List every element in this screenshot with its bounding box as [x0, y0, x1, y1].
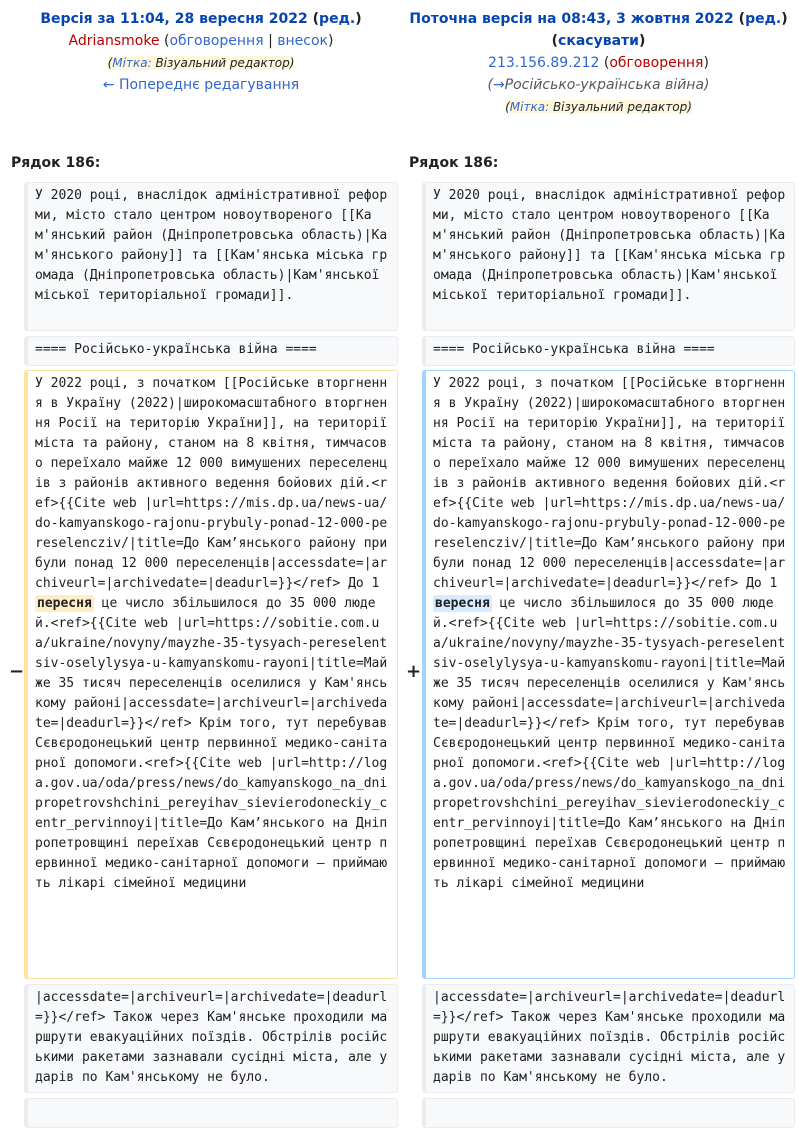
tag-name: Візуальний редактор	[552, 100, 688, 114]
diff-context-right: ==== Російсько-українська війна ====	[422, 336, 795, 366]
new-revision-title-line: Поточна версія на 08:43, 3 жовтня 2022 (ред.) (скасувати)	[409, 11, 788, 49]
tag-name: Візуальний редактор	[155, 56, 290, 70]
new-revision-edit-link[interactable]: ред.	[745, 11, 782, 27]
removed-line-marker: −	[9, 661, 25, 682]
new-revision-tags: (Мітка: Візуальний редактор)	[505, 100, 692, 114]
unchanged-text: У 2022 році, з початком [[Російське вторгнення в Україну (2022)|широкомасштабного вторгнення Росії на територію України]], на території міста та району, станом на 8 квітня, тимчасово переїхало майже 12 000 вимушених переселенців з районів активного ведення бойових дій.<ref>{{Cite web |url=https://mis.dp.ua/news-ua/do-kamyanskogo-rajonu-prybuly-ponad-12-000-pereselencziv/|title=До Кам’янського району прибули понад 12 000 переселенців|accessdate=|archiveurl=|archivedate=|deadurl=}}</ref> До 1	[35, 376, 396, 591]
user-links-separator: |	[268, 33, 273, 49]
new-revision-user-link[interactable]: 213.156.89.212	[488, 55, 600, 71]
new-revision-talk-link[interactable]: обговорення	[609, 55, 704, 71]
prev-edit-link[interactable]: ← Попереднє редагування	[102, 77, 300, 93]
old-revision-edit-link[interactable]: ред.	[319, 11, 356, 27]
edit-summary: (→Російсько-українська війна)	[487, 77, 710, 93]
section-link[interactable]: →	[492, 77, 505, 93]
added-line-marker: +	[406, 661, 422, 682]
tags-link[interactable]: Мітка:	[112, 56, 152, 70]
old-revision-title-line: Версія за 11:04, 28 вересня 2022 (ред.)	[40, 11, 362, 27]
old-revision-talk-link[interactable]: обговорення	[169, 33, 264, 49]
removed-word: пересня	[37, 596, 92, 611]
added-word: вересня	[435, 596, 490, 611]
diff-context-right	[422, 1098, 795, 1128]
section-name: Російсько-українська війна	[504, 77, 705, 93]
old-revision-link[interactable]: Версія за 11:04, 28 вересня 2022	[40, 11, 308, 27]
old-revision-user-link[interactable]: Adriansmoke	[68, 33, 160, 49]
diff-context-left: ==== Російсько-українська війна ====	[24, 336, 398, 366]
left-line-number: Рядок 186:	[11, 155, 101, 171]
prev-edit-line	[4, 74, 398, 96]
diff-context-right: У 2020 році, внаслідок адміністративної реформи, місто стало центром новоутвореного [[Кам'янський район (Дніпропетровська область)|Кам'янського району]] та [[Кам'янська міська громада (Дніпропетровська область)|Кам'янської міської територіальної громади]].	[422, 182, 795, 331]
new-revision-user-line: 213.156.89.212 (обговорення)	[488, 55, 709, 71]
unchanged-text: це число збільшилося до 35 000 людей.<ref>{{Cite web |url=https://sobitie.com.ua/ukraine/novyny/mayzhe-35-tysyach-pereselentsiv-oselylysya-u-kamyanskomu-rayoni|title=Майже 35 тисяч переселенців оселилися у Кам'янському районі|accessdate=|archiveurl=|archivedate=|deadurl=}}</ref> Крім того, тут перебував Сєвєродонецький центр первинної медико-санітарної допомоги.<ref>{{Cite web |url=http://loga.gov.ua/oda/press/news/do_kamyanskogo_na_dnipropetrovshchini_pereyihav_sievierodoneckiy_centr_pervinnoyi|title=До Кам’янського на Дніпропетровщині переїхав Сєвєродонецький центр первинної медико-санітарної допомоги — приймають лікарі сімейної медицини	[433, 596, 794, 891]
unchanged-text: це число збільшилося до 35 000 людей.<ref>{{Cite web |url=https://sobitie.com.ua/ukraine/novyny/mayzhe-35-tysyach-pereselentsiv-oselylysya-u-kamyanskomu-rayoni|title=Майже 35 тисяч переселенців оселилися у Кам'янському районі|accessdate=|archiveurl=|archivedate=|deadurl=}}</ref> Крім того, тут перебував Сєвєродонецький центр первинної медико-санітарної допомоги.<ref>{{Cite web |url=http://loga.gov.ua/oda/press/news/do_kamyanskogo_na_dnipropetrovshchini_pereyihav_sievierodoneckiy_centr_pervinnoyi|title=До Кам’янського на Дніпропетровщині переїхав Сєвєродонецький центр первинної медико-санітарної допомоги — приймають лікарі сімейної медицини	[35, 596, 396, 891]
new-revision-header	[402, 8, 795, 118]
diff-context-left: |accessdate=|archiveurl=|archivedate=|deadurl=}}</ref> Також через Кам'янське проходили маршрути евакуаційних поїздів. Обстрілів російськими ракетами зазнавали сусідні міста, але ударів по Кам'янському не було.	[24, 984, 398, 1093]
diff-added-line	[422, 370, 795, 979]
old-revision-header	[4, 8, 398, 96]
undo-link[interactable]: скасувати	[558, 33, 639, 49]
diff-context-left: У 2020 році, внаслідок адміністративної реформи, місто стало центром новоутвореного [[Кам'янський район (Дніпропетровська область)|Кам'янського району]] та [[Кам'янська міська громада (Дніпропетровська область)|Кам'янської міської територіальної громади]].	[24, 182, 398, 331]
new-revision-link[interactable]: Поточна версія на 08:43, 3 жовтня 2022	[409, 11, 734, 27]
unchanged-text: У 2022 році, з початком [[Російське вторгнення в Україну (2022)|широкомасштабного вторгнення Росії на територію України]], на території міста та району, станом на 8 квітня, тимчасово переїхало майже 12 000 вимушених переселенців з районів активного ведення бойових дій.<ref>{{Cite web |url=https://mis.dp.ua/news-ua/do-kamyanskogo-rajonu-prybuly-ponad-12-000-pereselencziv/|title=До Кам’янського району прибули понад 12 000 переселенців|accessdate=|archiveurl=|archivedate=|deadurl=}}</ref> До 1	[433, 376, 794, 591]
diff-context-right: |accessdate=|archiveurl=|archivedate=|deadurl=}}</ref> Також через Кам'янське проходили маршрути евакуаційних поїздів. Обстрілів російськими ракетами зазнавали сусідні міста, але ударів по Кам'янському не було.	[422, 984, 795, 1093]
old-revision-tags: (Мітка: Візуальний редактор)	[107, 56, 295, 70]
tags-link[interactable]: Мітка:	[509, 100, 550, 114]
old-revision-contribs-link[interactable]: внесок	[277, 33, 329, 49]
diff-context-left	[24, 1098, 398, 1128]
diff-deleted-line	[24, 370, 398, 979]
right-line-number: Рядок 186:	[409, 155, 499, 171]
old-revision-user-line: Adriansmoke (обговорення | внесок)	[68, 33, 334, 49]
